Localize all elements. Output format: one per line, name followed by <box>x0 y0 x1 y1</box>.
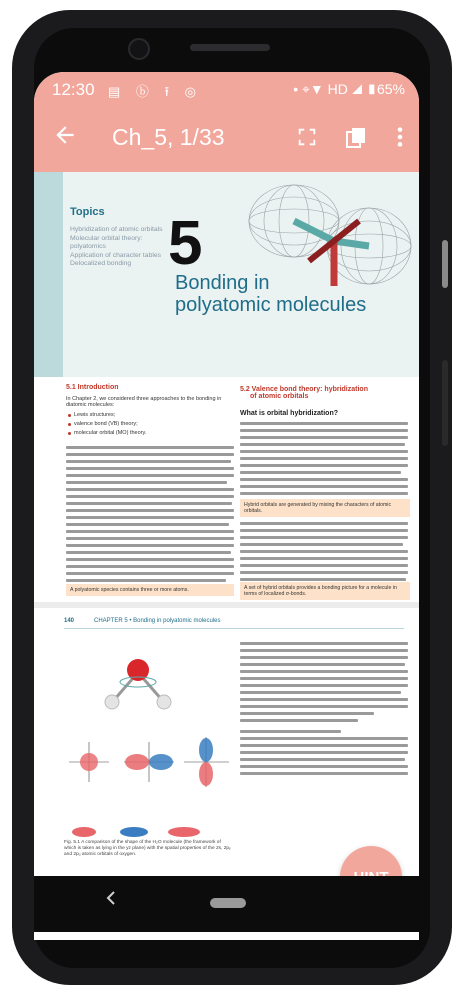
page-separator <box>34 602 419 608</box>
status-time: 12:30 <box>52 80 95 99</box>
definition-note: A polyatomic species contains three or more atoms. <box>66 584 234 596</box>
chapter-title-line: polyatomic molecules <box>175 294 367 316</box>
subsection-heading: What is orbital hybridization? <box>240 410 338 417</box>
chapter-number: 5 <box>168 209 203 278</box>
body-text <box>66 446 234 600</box>
notification-icons: ▤ ⓑ ⭱ ◎ <box>108 84 203 99</box>
section-heading-line: 5.2 Valence bond theory: hybridization <box>240 386 368 393</box>
app-toolbar <box>34 108 419 172</box>
topic-item: Delocalized bonding <box>70 260 132 267</box>
status-bar <box>34 72 419 108</box>
section-intro: In Chapter 2, we considered three approaches to the bonding in diatomic molecules: <box>66 396 222 408</box>
body-text <box>240 422 408 499</box>
more-vert-icon[interactable] <box>396 126 404 154</box>
bullet-item: Lewis structures; <box>74 412 116 418</box>
section-heading <box>240 386 410 400</box>
earpiece <box>190 44 270 51</box>
topics-list <box>70 226 165 269</box>
chapter-title-line: Bonding in <box>175 272 270 294</box>
power-button <box>442 360 448 446</box>
figure-caption: Fig. 5.1 A comparison of the shape of the H₂O molecule (the framework of which is taken as lying in the yz plane) with the spatial properties of the 2s, 2pᵧ and 2pᵤ atomic orbitals of oxygen. <box>64 840 231 857</box>
definition-note: Hybrid orbitals are generated by mixing the characters of atomic orbitals. <box>240 499 410 517</box>
topic-item: Hybridization of atomic orbitals <box>70 226 163 233</box>
bullet-item: molecular orbital (MO) theory. <box>74 430 147 436</box>
bookmarks-icon[interactable] <box>344 126 368 156</box>
topic-item: Application of character tables <box>70 251 162 259</box>
fullscreen-icon[interactable] <box>296 126 318 154</box>
chapter-title <box>175 272 366 316</box>
section-heading: 5.1 Introduction <box>66 384 119 391</box>
document-title: Ch_5, 1/33 <box>112 124 225 150</box>
volume-button <box>442 240 448 288</box>
arrow-left-icon[interactable] <box>52 122 78 155</box>
front-camera <box>128 38 150 60</box>
page-margin-band <box>34 172 63 377</box>
definition-note: A set of hybrid orbitals provides a bonding picture for a molecule in terms of localized σ-bonds. <box>240 582 410 600</box>
orbital-figure <box>64 642 234 837</box>
page-number: 140 <box>64 618 75 624</box>
nav-back-icon[interactable] <box>106 890 116 911</box>
bullet-item: valence bond (VB) theory; <box>74 421 138 427</box>
system-icons: • ⌖▼ HD ◢ ▮65% <box>293 81 405 97</box>
body-text <box>240 642 408 779</box>
topic-item: Molecular orbital theory: polyatomics <box>70 234 143 250</box>
bullet-list <box>68 412 228 439</box>
section-heading-line: of atomic orbitals <box>250 393 309 400</box>
running-header: CHAPTER 5 • Bonding in polyatomic molecules <box>94 618 221 624</box>
home-pill[interactable] <box>210 898 246 908</box>
book-page[interactable] <box>34 172 419 896</box>
system-nav-bar <box>34 876 419 932</box>
screen <box>34 72 419 940</box>
header-rule <box>64 628 404 629</box>
topics-heading: Topics <box>70 206 105 218</box>
